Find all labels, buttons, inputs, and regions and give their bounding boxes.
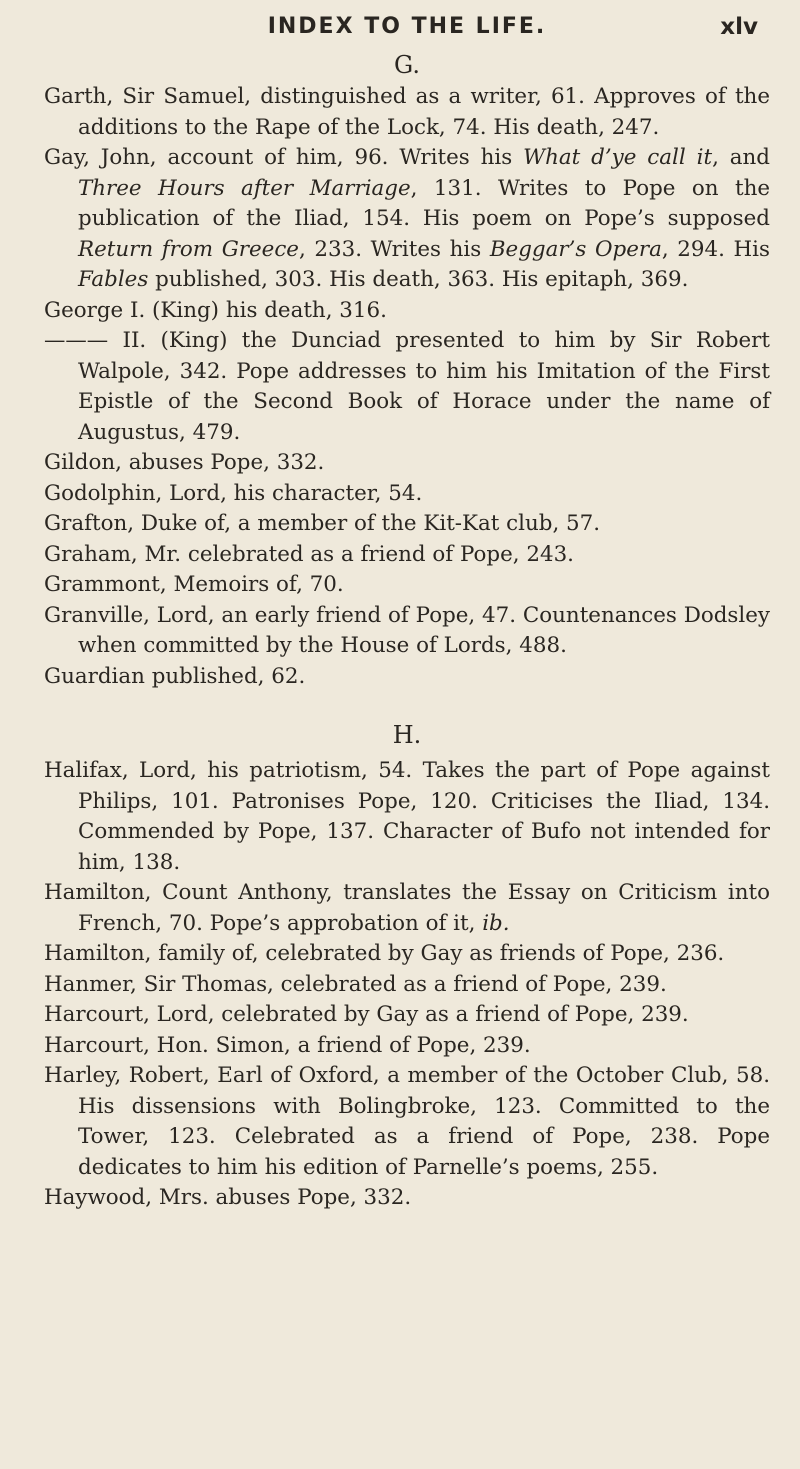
index-entry: Graham, Mr. celebrated as a friend of Pope, 243. xyxy=(44,541,574,567)
index-entry: Haywood, Mrs. abuses Pope, 332. xyxy=(44,1185,412,1210)
page-number: xlv xyxy=(720,14,758,40)
index-entry: Garth, Sir Samuel, distinguished as a writer, 61. Approves of the additions to the Rape of the Lock, 74. His death, 247. xyxy=(44,84,770,140)
index-entry: ——— II. (King) the Dunciad presented to him by Sir Robert Walpole, 342. Pope addresses to him his Imitation of the First Epistle of the Second Book of Horace under the name of Augustus, 479. xyxy=(44,328,770,445)
running-head xyxy=(44,14,770,50)
index-entry: Gildon, abuses Pope, 332. xyxy=(44,450,325,475)
index-entry: Harcourt, Lord, celebrated by Gay as a friend of Pope, 239. xyxy=(44,1002,689,1027)
section-letter: G. xyxy=(394,51,420,79)
section-letter: H. xyxy=(392,721,422,749)
entry-list xyxy=(44,756,770,1214)
index-section-h xyxy=(44,720,770,1214)
index-entry: Harcourt, Hon. Simon, a friend of Pope, 239. xyxy=(44,1032,531,1058)
index-entry: Granville, Lord, an early friend of Pope, 47. Countenances Dodsley when committed by the House of Lords, 488. xyxy=(44,602,770,658)
index-entry: Gay, John, account of him, 96. Writes his What d’ye call it, and Three Hours after Marriage, 131. Writes to Pope on the publication of the Iliad, 154. His poem on Pope’s supposed Return from Greece, 233. Writes his Beggar’s Opera, 294. His Fables published, 303. His death, 363. His epitaph, 369. xyxy=(44,145,771,292)
index-entry: Guardian published, 62. xyxy=(44,663,306,689)
index-entry: Hamilton, Count Anthony, translates the Essay on Criticism into French, 70. Pope’s approbation of it, ib. xyxy=(44,880,770,936)
index-entry: Godolphin, Lord, his character, 54. xyxy=(44,480,423,506)
index-entry: Harley, Robert, Earl of Oxford, a member of the October Club, 58. His dissensions with Bolingbroke, 123. Committed to the Tower, 123. Celebrated as a friend of Pope, 238. Pope dedicates to him his edition of Parnelle’s poems, 255. xyxy=(44,1063,770,1180)
index-entry: Grammont, Memoirs of, 70. xyxy=(44,572,344,597)
index-entry: George I. (King) his death, 316. xyxy=(44,297,387,323)
index-entry: Halifax, Lord, his patriotism, 54. Takes the part of Pope against Philips, 101. Patronises Pope, 120. Criticises the Iliad, 134. Commended by Pope, 137. Character of Bufo not intended for him, 138. xyxy=(44,758,770,875)
entry-list xyxy=(44,82,770,692)
running-head-title: INDEX TO THE LIFE. xyxy=(267,14,547,39)
index-entry: Grafton, Duke of, a member of the Kit-Kat club, 57. xyxy=(44,511,601,536)
index-entry: Hamilton, family of, celebrated by Gay as friends of Pope, 236. xyxy=(44,941,725,966)
index-section-g xyxy=(44,50,770,692)
index-entry: Hanmer, Sir Thomas, celebrated as a friend of Pope, 239. xyxy=(44,971,667,997)
